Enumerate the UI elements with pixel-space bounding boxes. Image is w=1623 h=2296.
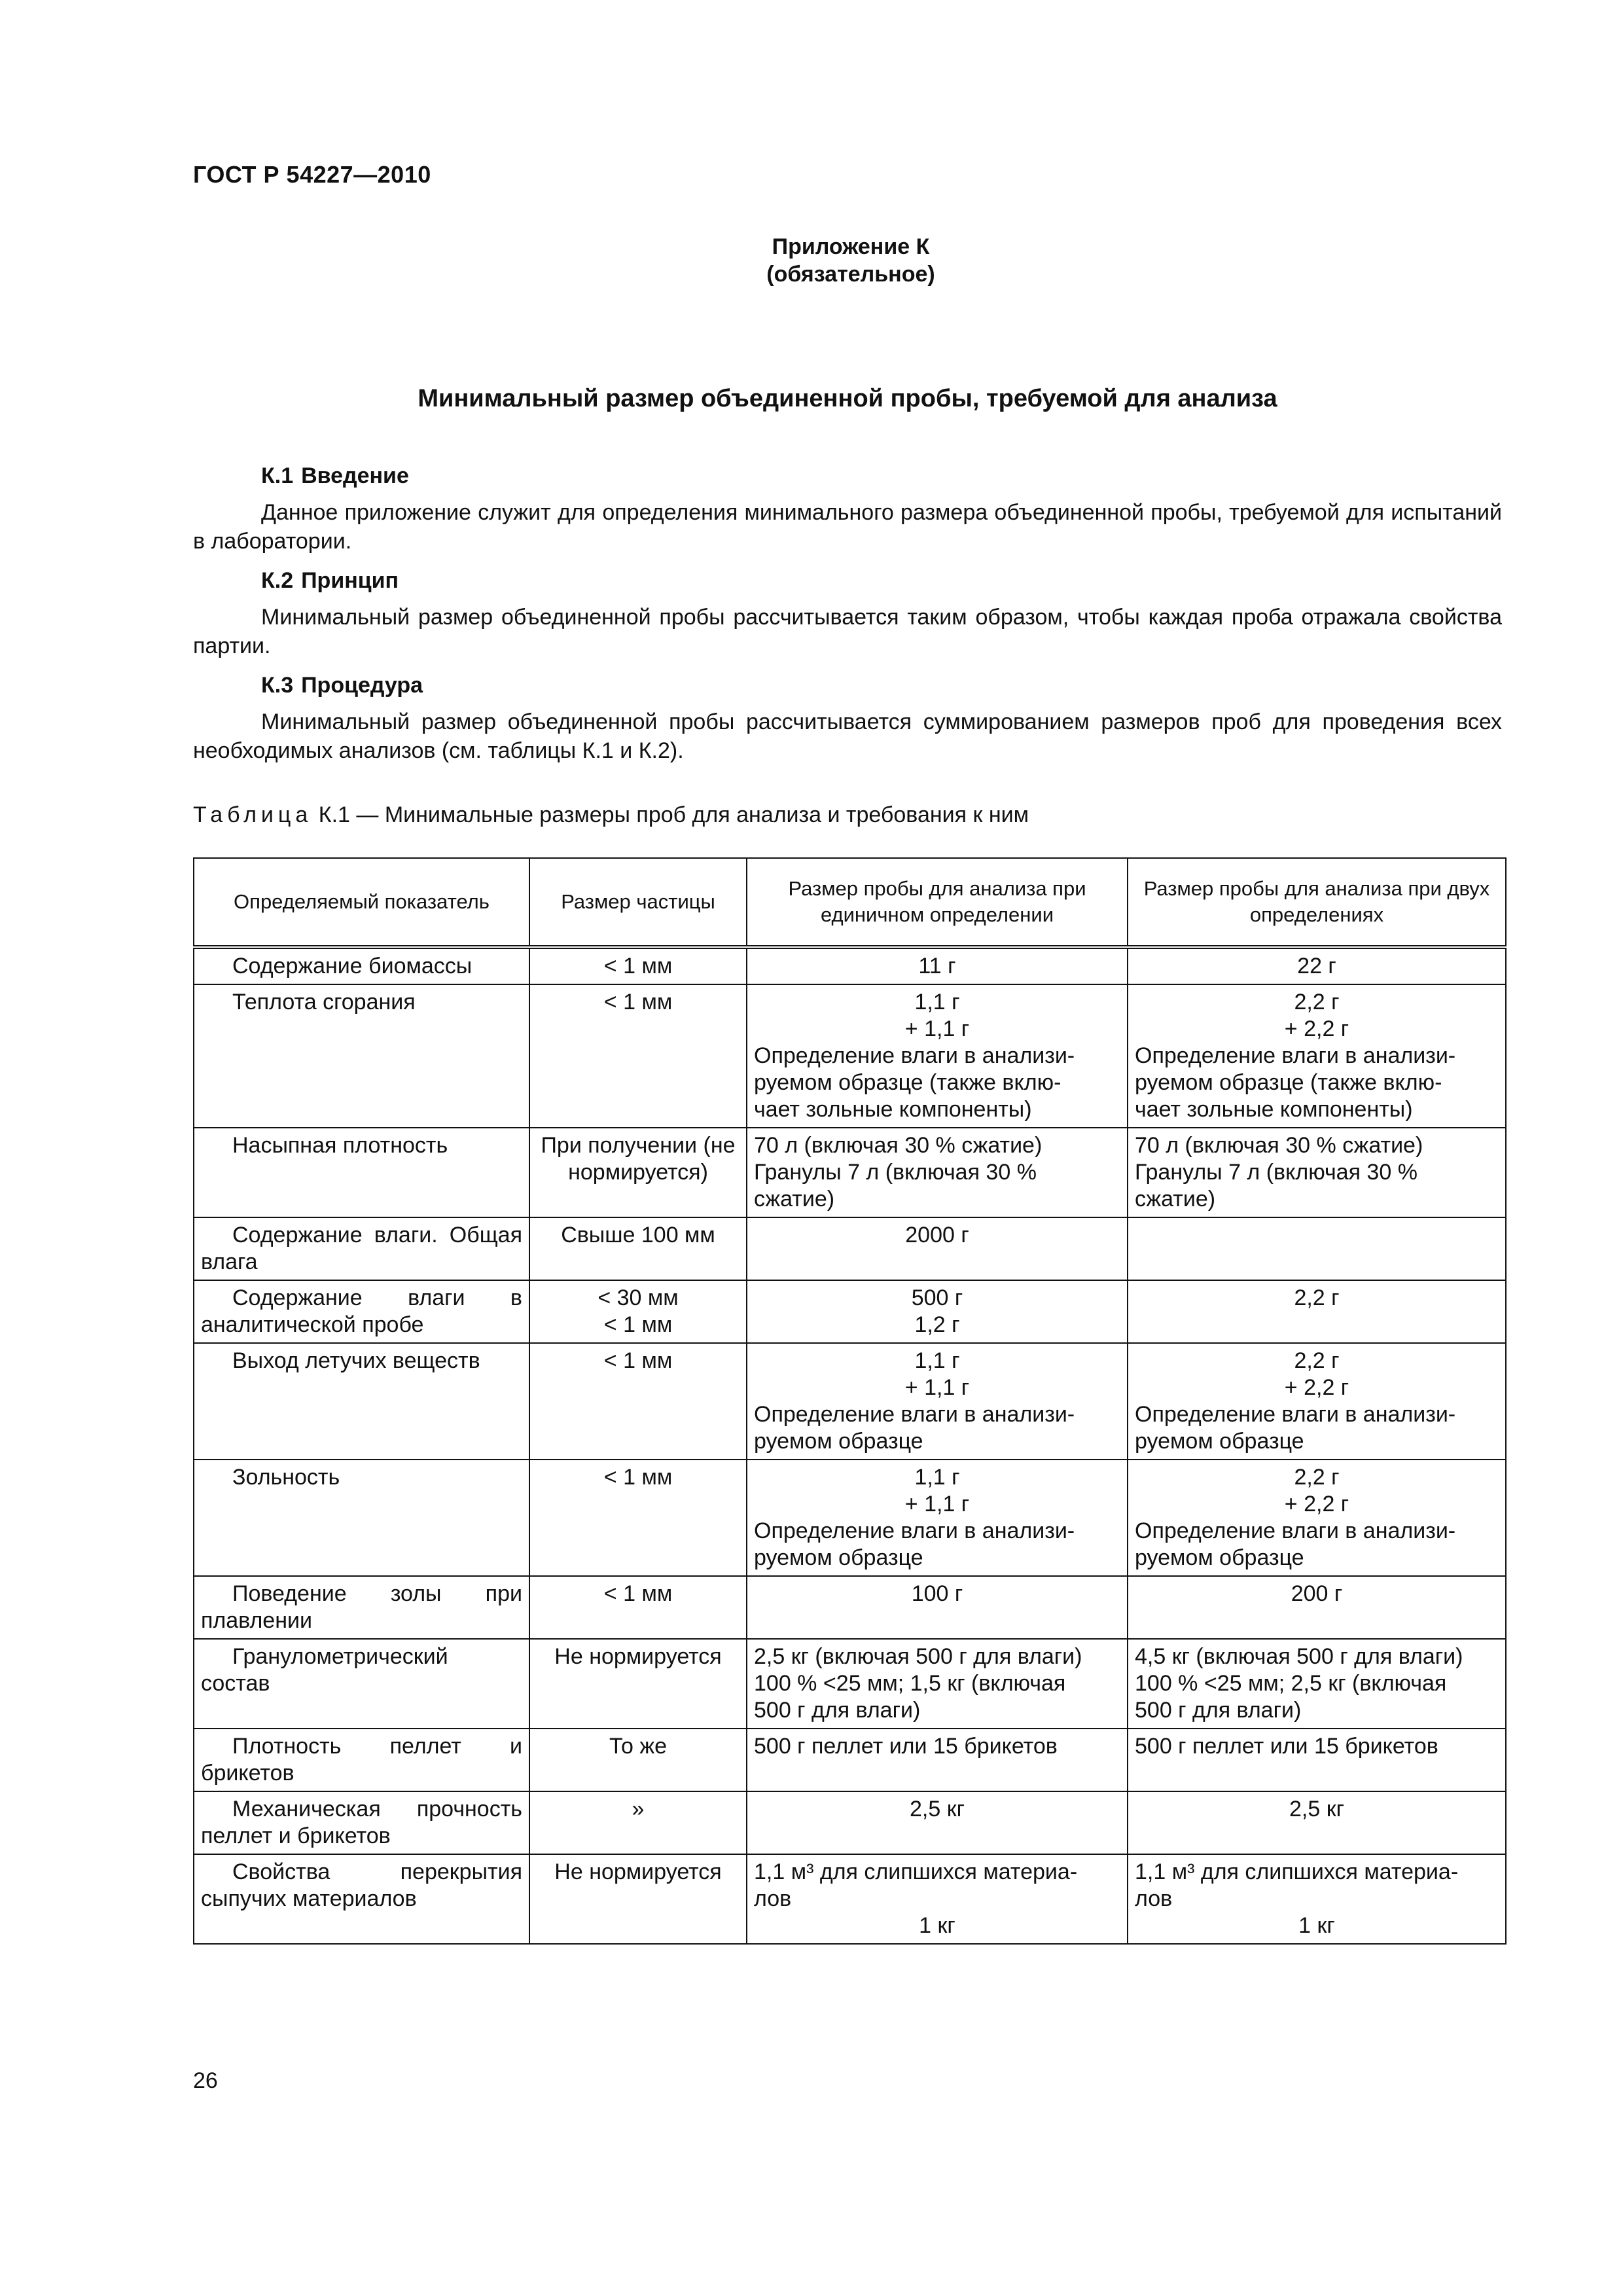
section-title: Процедура [301,673,423,698]
cell-double-determination [1128,947,1506,984]
column-header: Размер пробы для анализа при двух определениях [1128,858,1506,947]
appendix-title: Минимальный размер объединенной пробы, требуемой для анализа [418,385,1277,412]
cell-particle-size [529,1729,747,1791]
cell-indicator [194,1217,529,1280]
table-header-row [194,858,1506,947]
cell-double-determination [1128,1639,1506,1729]
table-row [194,1576,1506,1639]
indicator-text: Содержание влаги. Общая влага [201,1223,522,1274]
table-caption-prefix: Таблица [193,802,313,827]
column-header: Размер пробы для анализа при единичном определении [747,858,1128,947]
sections [193,460,1502,774]
indicator-text: Плотность пеллет и брикетов [201,1734,522,1785]
cell-line: 1,2 г [914,1312,960,1337]
table-row [194,1791,1506,1854]
cell-line: 70 л (включая 30 % сжатие) [754,1133,1043,1158]
particle-size-text: < 1 мм [603,1465,673,1490]
cell-line: чает зольные компоненты) [754,1097,1032,1122]
particle-size-text: < 1 мм [603,1348,673,1373]
cell-double-determination [1128,1128,1506,1217]
cell-indicator [194,1854,529,1944]
cell-line: + 1,1 г [904,1375,970,1400]
cell-single-determination [747,1576,1128,1639]
cell-single-determination [747,1280,1128,1343]
table-row [194,1128,1506,1217]
cell-single-determination [747,1791,1128,1854]
cell-line: 1,1 г [914,990,960,1014]
cell-single-determination [747,1639,1128,1729]
cell-particle-size [529,947,747,984]
cell-line: 1,1 г [914,1465,960,1490]
cell-line: 1,1 м³ для слипшихся материа- [1135,1859,1459,1884]
cell-line: 70 л (включая 30 % сжатие) [1135,1133,1423,1158]
cell-line: 200 г [1291,1581,1343,1606]
cell-line: 1 кг [1298,1913,1335,1938]
cell-indicator [194,1729,529,1791]
particle-size-text: То же [609,1734,668,1759]
cell-line: лов [754,1886,792,1911]
cell-line: руемом образце (также вклю- [1135,1070,1442,1095]
table-body [194,947,1506,1944]
cell-indicator [194,1460,529,1576]
cell-single-determination [747,1128,1128,1217]
cell-double-determination [1128,1280,1506,1343]
indicator-text: Поведение золы при плавлении [201,1581,522,1633]
cell-line: 2000 г [905,1223,969,1247]
cell-line: 2,5 кг [910,1797,965,1821]
cell-line: Определение влаги в анализи- [1135,1402,1456,1427]
indicator-text: Механическая прочность пеллет и брикетов [201,1797,522,1848]
cell-line: 4,5 кг (включая 500 г для влаги) [1135,1644,1463,1669]
cell-particle-size [529,1280,747,1343]
cell-line: + 2,2 г [1284,1016,1349,1041]
cell-line: 500 г для влаги) [1135,1698,1302,1723]
cell-particle-size [529,1128,747,1217]
cell-line: руемом образце [754,1545,923,1570]
cell-single-determination [747,1729,1128,1791]
section-text: Минимальный размер объединенной пробы рассчитывается суммированием размеров проб для проведения всех необходимых анализов (см. таблицы К.1 и К.2). [193,709,1502,763]
table-row [194,1639,1506,1729]
particle-size-text: < 1 мм [603,1581,673,1606]
section-title: Принцип [301,568,399,593]
table-row [194,984,1506,1128]
column-header: Определяемый показатель [194,858,529,947]
cell-line: руемом образце (также вклю- [754,1070,1061,1095]
section-k2 [193,565,1502,660]
cell-single-determination [747,947,1128,984]
cell-line: Определение влаги в анализи- [754,1518,1075,1543]
table-caption [193,802,1029,828]
section-number: К.3 [261,673,294,698]
cell-line: 2,2 г [1294,1465,1340,1490]
cell-indicator [194,1639,529,1729]
section-text: Данное приложение служит для определения минимального размера объединенной пробы, требуемой для испытаний в лаборатории. [193,500,1502,554]
cell-line: + 2,2 г [1284,1375,1349,1400]
section-heading [193,670,1502,701]
cell-particle-size [529,1854,747,1944]
particle-size-text: Не нормируется [554,1859,722,1884]
cell-line: лов [1135,1886,1173,1911]
cell-line: 2,2 г [1294,1348,1340,1373]
cell-single-determination [747,1460,1128,1576]
appendix-label: Приложение К [772,234,930,259]
cell-double-determination [1128,984,1506,1128]
cell-double-determination [1128,1460,1506,1576]
cell-double-determination [1128,1854,1506,1944]
cell-line: Определение влаги в анализи- [1135,1043,1456,1068]
cell-line: руемом образце [1135,1545,1304,1570]
cell-particle-size [529,984,747,1128]
section-number: К.1 [261,463,294,488]
cell-indicator [194,1791,529,1854]
cell-particle-size [529,1576,747,1639]
cell-line: + 1,1 г [904,1492,970,1516]
cell-line: 500 г [911,1285,963,1310]
section-heading [193,565,1502,596]
column-header: Размер частицы [529,858,747,947]
cell-double-determination [1128,1791,1506,1854]
cell-single-determination [747,1217,1128,1280]
particle-size-text: < 30 мм < 1 мм [597,1285,679,1337]
indicator-text: Содержание влаги в аналитической пробе [201,1285,522,1337]
table-row [194,1217,1506,1280]
indicator-text: Выход летучих веществ [232,1348,480,1373]
cell-line: 22 г [1297,954,1336,978]
cell-line: 500 г пеллет или 15 брикетов [754,1734,1058,1759]
cell-line: сжатие) [1135,1187,1216,1211]
cell-line: руемом образце [754,1429,923,1454]
cell-single-determination [747,1343,1128,1460]
cell-line: чает зольные компоненты) [1135,1097,1413,1122]
cell-double-determination [1128,1576,1506,1639]
table-row [194,1280,1506,1343]
cell-line: 500 г пеллет или 15 брикетов [1135,1734,1438,1759]
table-row [194,1343,1506,1460]
cell-line: 1,1 г [914,1348,960,1373]
cell-indicator [194,1280,529,1343]
indicator-text: Гранулометрический состав [201,1644,448,1696]
section-k3 [193,670,1502,765]
cell-indicator [194,1576,529,1639]
indicator-text: Насыпная плотность [232,1133,448,1158]
cell-indicator [194,984,529,1128]
cell-line: + 2,2 г [1284,1492,1349,1516]
particle-size-text: < 1 мм [603,954,673,978]
cell-line: 11 г [918,954,956,978]
cell-indicator [194,1128,529,1217]
table-k1 [193,857,1507,1945]
cell-line: 100 % <25 мм; 2,5 кг (включая [1135,1671,1447,1696]
cell-particle-size [529,1639,747,1729]
cell-line: 1,1 м³ для слипшихся материа- [754,1859,1078,1884]
cell-particle-size [529,1217,747,1280]
cell-single-determination [747,984,1128,1128]
table-row [194,1460,1506,1576]
cell-line: Определение влаги в анализи- [754,1402,1075,1427]
section-k1 [193,460,1502,556]
cell-particle-size [529,1343,747,1460]
section-title: Введение [301,463,409,488]
cell-double-determination [1128,1343,1506,1460]
cell-indicator [194,947,529,984]
cell-indicator [194,1343,529,1460]
cell-particle-size [529,1460,747,1576]
indicator-text: Зольность [232,1465,340,1490]
cell-particle-size [529,1791,747,1854]
table-row [194,1854,1506,1944]
cell-line: Определение влаги в анализи- [754,1043,1075,1068]
cell-line: + 1,1 г [904,1016,970,1041]
indicator-text: Теплота сгорания [232,990,416,1014]
cell-line: руемом образце [1135,1429,1304,1454]
cell-line: Определение влаги в анализи- [1135,1518,1456,1543]
cell-double-determination [1128,1217,1506,1280]
standard-header: ГОСТ Р 54227—2010 [193,161,431,188]
particle-size-text: Не нормируется [554,1644,722,1669]
cell-line: 2,2 г [1294,990,1340,1014]
indicator-text: Свойства перекрытия сыпучих материалов [201,1859,522,1911]
section-heading [193,460,1502,492]
particle-size-text: < 1 мм [603,990,673,1014]
indicator-text: Содержание биомассы [232,954,473,978]
cell-double-determination [1128,1729,1506,1791]
cell-line: Гранулы 7 л (включая 30 % [1135,1160,1418,1185]
cell-line: Гранулы 7 л (включая 30 % [754,1160,1037,1185]
cell-line: сжатие) [754,1187,835,1211]
cell-line: 100 % <25 мм; 1,5 кг (включая [754,1671,1066,1696]
cell-line: 500 г для влаги) [754,1698,921,1723]
table-caption-text: К.1 — Минимальные размеры проб для анализа и требования к ним [318,802,1029,827]
cell-line: 100 г [911,1581,963,1606]
cell-single-determination [747,1854,1128,1944]
appendix-status: (обязательное) [766,262,935,287]
table-row [194,1729,1506,1791]
particle-size-text: При получении (не нормируется) [541,1133,736,1185]
cell-line: 2,5 кг (включая 500 г для влаги) [754,1644,1082,1669]
cell-line: 2,5 кг [1289,1797,1344,1821]
particle-size-text: » [632,1797,645,1821]
section-number: К.2 [261,568,294,593]
cell-line: 2,2 г [1294,1285,1340,1310]
table-row [194,947,1506,984]
cell-line: 1 кг [919,1913,955,1938]
particle-size-text: Свыше 100 мм [561,1223,715,1247]
page-number: 26 [193,2068,218,2093]
section-text: Минимальный размер объединенной пробы рассчитывается таким образом, чтобы каждая проба отражала свойства партии. [193,605,1502,658]
